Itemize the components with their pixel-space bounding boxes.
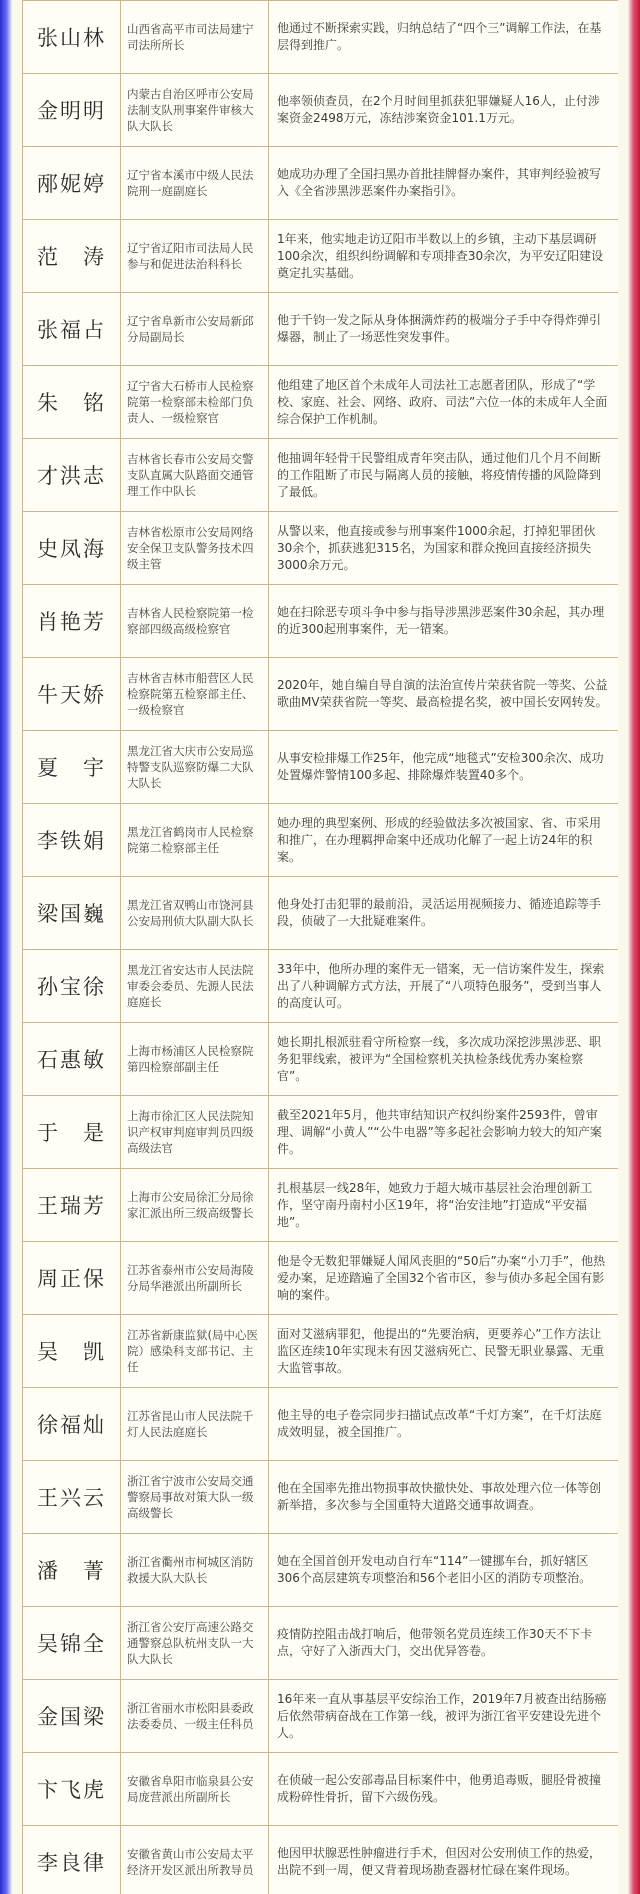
- person-name: 史凤海: [23, 512, 121, 585]
- table-row: [23, 1680, 619, 1753]
- deed-description: 她在全国首创开发电动自行车“114”一键挪车台，抓好辖区306个高层建筑专项整治和56个老旧小区的消防专项整治。: [269, 1534, 619, 1607]
- work-unit-position: 浙江省公安厅高速公路交通警察总队杭州支队一大队大队长: [121, 1607, 269, 1680]
- person-name: 徐福灿: [23, 1388, 121, 1461]
- work-unit-position: 浙江省丽水市松阳县委政法委委员、一级主任科员: [121, 1680, 269, 1753]
- deed-description: 截至2021年5月，他共审结知识产权纠纷案件2593件，曾审理、调解“小黄人”“公牛电器”等多起社会影响力较大的知产案件。: [269, 1096, 619, 1169]
- table-row: [23, 731, 619, 804]
- table-row: [23, 1826, 619, 1894]
- table-body: [23, 0, 619, 1894]
- table-row: [23, 220, 619, 293]
- work-unit-position: 浙江省宁波市公安局交通警察局事故对策大队一级高级警长: [121, 1461, 269, 1534]
- work-unit-position: 江苏省泰州市公安局海陵分局华港派出所副所长: [121, 1242, 269, 1315]
- work-unit-position: 黑龙江省双鸭山市饶河县公安局刑侦大队副大队长: [121, 877, 269, 950]
- work-unit-position: 吉林省人民检察院第一检察部四级高级检察官: [121, 585, 269, 658]
- work-unit-position: 辽宁省辽阳市司法局人民参与和促进法治科科长: [121, 220, 269, 293]
- person-name: 牛天娇: [23, 658, 121, 731]
- table-row: [23, 804, 619, 877]
- person-name: 才洪志: [23, 439, 121, 512]
- deed-description: 从警以来，他直接或参与刑事案件1000余起，打掉犯罪团伙30余个，抓获逃犯315名，为国家和群众挽回直接经济损失3000余万元。: [269, 512, 619, 585]
- person-name: 卞飞虎: [23, 1753, 121, 1826]
- work-unit-position: 上海市公安局徐汇分局徐家汇派出所三级高级警长: [121, 1169, 269, 1242]
- honor-list-table-container[interactable]: [22, 0, 618, 1894]
- person-name: 王瑞芳: [23, 1169, 121, 1242]
- honor-list-table: [22, 0, 618, 1894]
- table-row: [23, 658, 619, 731]
- deed-description: 面对艾滋病罪犯，他提出的“先要治病，更要养心”工作方法让监区连续10年实现未有因艾滋病死亡、民警无职业暴露、无重大监管事故。: [269, 1315, 619, 1388]
- person-name: 李铁娟: [23, 804, 121, 877]
- work-unit-position: 黑龙江省安达市人民法院审委会委员、先源人民法庭庭长: [121, 950, 269, 1023]
- work-unit-position: 浙江省衢州市柯城区消防救援大队大队长: [121, 1534, 269, 1607]
- person-name: 吴 凯: [23, 1315, 121, 1388]
- person-name: 周正保: [23, 1242, 121, 1315]
- table-row: [23, 147, 619, 220]
- person-name: 王兴云: [23, 1461, 121, 1534]
- deed-description: 他身处打击犯罪的最前沿，灵活运用视频接力、循迹追踪等手段，侦破了一大批疑难案件。: [269, 877, 619, 950]
- work-unit-position: 吉林省长春市公安局交警支队直属大队路面交通管理工作中队长: [121, 439, 269, 512]
- deed-description: 他于千钧一发之际从身体捆满炸药的极端分子手中夺得炸弹引爆器，制止了一场恶性突发事件。: [269, 293, 619, 366]
- left-blue-border: [0, 0, 12, 1894]
- person-name: 潘 菁: [23, 1534, 121, 1607]
- person-name: 邴妮婷: [23, 147, 121, 220]
- table-row: [23, 1607, 619, 1680]
- table-row: [23, 1, 619, 74]
- work-unit-position: 安徽省阜阳市临泉县公安局庞营派出所副所长: [121, 1753, 269, 1826]
- person-name: 梁国巍: [23, 877, 121, 950]
- table-row: [23, 585, 619, 658]
- deed-description: 他通过不断探索实践，归纳总结了“四个三”调解工作法，在基层得到推广。: [269, 1, 619, 74]
- table-row: [23, 74, 619, 147]
- deed-description: 他是令无数犯罪嫌疑人闻风丧胆的“50后”办案“小刀手”，他热爱办案，足迹踏遍了全国32个省市区，参与侦办多起全国有影响的案件。: [269, 1242, 619, 1315]
- table-row: [23, 439, 619, 512]
- deed-description: 他抽调年轻骨干民警组成青年突击队，通过他们几个月不间断的工作阻断了市民与隔离人员的接触，将疫情传播的风险降到了最低。: [269, 439, 619, 512]
- work-unit-position: 江苏省新康监狱(局中心医院）感染科支部书记、主任: [121, 1315, 269, 1388]
- deed-description: 扎根基层一线28年，她致力于超大城市基层社会治理创新工作，坚守南丹南村小区19年，将“治安洼地”打造成“平安福地”。: [269, 1169, 619, 1242]
- deed-description: 33年中，他所办理的案件无一错案，无一信访案件发生，探索出了八种调解方式方法，开展了“八项特色服务”，受到当事人的高度认可。: [269, 950, 619, 1023]
- person-name: 石惠敏: [23, 1023, 121, 1096]
- table-row: [23, 1753, 619, 1826]
- deed-description: 他在全国率先推出物损事故快撤快处、事故处理六位一体等创新举措，多次参与全国重特大道路交通事故调查。: [269, 1461, 619, 1534]
- table-row: [23, 1388, 619, 1461]
- work-unit-position: 内蒙古自治区呼市公安局法制支队刑事案件审核大队大队长: [121, 74, 269, 147]
- table-row: [23, 1315, 619, 1388]
- table-row: [23, 877, 619, 950]
- deed-description: 他主导的电子卷宗同步扫描试点改革“千灯方案”，在千灯法庭成效明显，被全国推广。: [269, 1388, 619, 1461]
- person-name: 范 涛: [23, 220, 121, 293]
- table-row: [23, 1023, 619, 1096]
- work-unit-position: 黑龙江省大庆市公安局巡特警支队巡察防爆二大队大队长: [121, 731, 269, 804]
- work-unit-position: 辽宁省大石桥市人民检察院第一检察部未检部门负责人、一级检察官: [121, 366, 269, 439]
- work-unit-position: 吉林省吉林市船营区人民检察院第五检察部主任、一级检察官: [121, 658, 269, 731]
- deed-description: 他组建了地区首个未成年人司法社工志愿者团队，形成了“学校、家庭、社会、网络、政府、司法”六位一体的未成年人全面综合保护工作机制。: [269, 366, 619, 439]
- person-name: 于 是: [23, 1096, 121, 1169]
- right-red-border: [628, 0, 640, 1894]
- table-row: [23, 1169, 619, 1242]
- table-row: [23, 293, 619, 366]
- table-row: [23, 366, 619, 439]
- deed-description: 她在扫除恶专项斗争中参与指导涉黑涉恶案件30余起，其办理的近300起刑事案件，无一错案。: [269, 585, 619, 658]
- work-unit-position: 吉林省松原市公安局网络安全保卫支队警务技术四级主管: [121, 512, 269, 585]
- person-name: 金明明: [23, 74, 121, 147]
- person-name: 金国梁: [23, 1680, 121, 1753]
- deed-description: 2020年，她自编自导自演的法治宣传片荣获省院一等奖、公益歌曲MV荣获省院一等奖、最高检提名奖，被中国长安网转发。: [269, 658, 619, 731]
- deed-description: 从事安检排爆工作25年，他完成“地毯式”安检300余次、成功处置爆炸警情100多起、排除爆炸装置40多个。: [269, 731, 619, 804]
- deed-description: 她成功办理了全国扫黑办首批挂牌督办案件，其审判经验被写入《全省涉黑涉恶案件办案指引》。: [269, 147, 619, 220]
- table-row: [23, 1096, 619, 1169]
- person-name: 李良律: [23, 1826, 121, 1894]
- table-row: [23, 1242, 619, 1315]
- deed-description: 疫情防控阻击战打响后，他带领名党员连续工作30天不下卡点，守好了入浙西大门，交出优异答卷。: [269, 1607, 619, 1680]
- table-row: [23, 1461, 619, 1534]
- person-name: 张福占: [23, 293, 121, 366]
- deed-description: 她办理的典型案例、形成的经验做法多次被国家、省、市采用和推广，在办理羁押命案中还成功化解了一起上访24年的积案。: [269, 804, 619, 877]
- table-row: [23, 950, 619, 1023]
- person-name: 张山林: [23, 1, 121, 74]
- person-name: 肖艳芳: [23, 585, 121, 658]
- work-unit-position: 安徽省黄山市公安局太平经济开发区派出所教导员: [121, 1826, 269, 1894]
- deed-description: 他因甲状腺恶性肿瘤进行手术，但因对公安刑侦工作的热爱，出院不到一周，便又背着现场勘查器材忙碌在案件现场。: [269, 1826, 619, 1894]
- work-unit-position: 山西省高平市司法局建宁司法所所长: [121, 1, 269, 74]
- person-name: 夏 宇: [23, 731, 121, 804]
- work-unit-position: 上海市杨浦区人民检察院第四检察部副主任: [121, 1023, 269, 1096]
- work-unit-position: 黑龙江省鹤岗市人民检察院第二检察部主任: [121, 804, 269, 877]
- person-name: 吴锦全: [23, 1607, 121, 1680]
- deed-description: 16年来一直从事基层平安综治工作，2019年7月被查出结肠癌后依然带病奋战在工作第一线，被评为浙江省平安建设先进个人。: [269, 1680, 619, 1753]
- deed-description: 在侦破一起公安部毒品目标案件中，他勇追毒贩，腿胫骨被撞成粉碎性骨折，留下六级伤残。: [269, 1753, 619, 1826]
- work-unit-position: 辽宁省阜新市公安局新邱分局副局长: [121, 293, 269, 366]
- deed-description: 1年来，他实地走访辽阳市半数以上的乡镇，主动下基层调研100余次，组织纠纷调解和专项排查30余次，为平安辽阳建设奠定扎实基础。: [269, 220, 619, 293]
- work-unit-position: 辽宁省本溪市中级人民法院刑一庭副庭长: [121, 147, 269, 220]
- person-name: 朱 铭: [23, 366, 121, 439]
- deed-description: 她长期扎根派驻看守所检察一线，多次成功深挖涉黑涉恶、职务犯罪线索，被评为“全国检察机关执检条线优秀办案检察官”。: [269, 1023, 619, 1096]
- person-name: 孙宝徐: [23, 950, 121, 1023]
- table-row: [23, 512, 619, 585]
- work-unit-position: 江苏省昆山市人民法院千灯人民法庭庭长: [121, 1388, 269, 1461]
- work-unit-position: 上海市徐汇区人民法院知识产权审判庭审判员四级高级法官: [121, 1096, 269, 1169]
- deed-description: 他率领侦查员，在2个月时间里抓获犯罪嫌疑人16人，止付涉案资金2498万元，冻结涉案资金101.1万元。: [269, 74, 619, 147]
- table-row: [23, 1534, 619, 1607]
